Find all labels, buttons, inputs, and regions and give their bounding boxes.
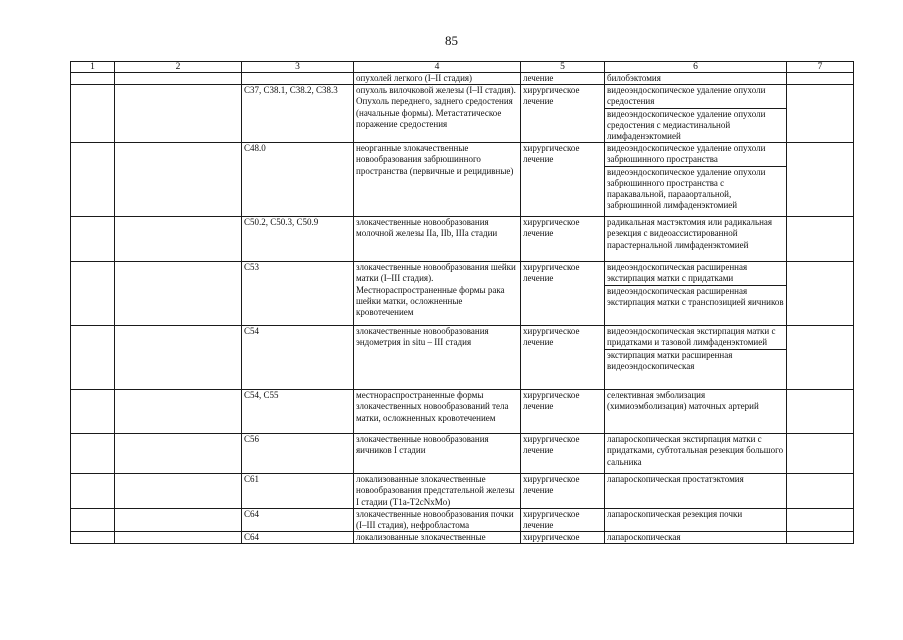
method-item: видеоэндоскопическая экстирпация матки с придатками и тазовой лимфаденэктомией: [607, 326, 776, 348]
column-header: 3: [242, 62, 354, 73]
column-header: 6: [605, 62, 787, 73]
table-row: [71, 508, 854, 531]
method-cell: [605, 390, 787, 434]
method-item: видеоэндоскопическое удаление опухоли средостения с медиастинальной лимфаденэктомией: [605, 108, 786, 143]
table-row: [71, 85, 854, 143]
empty-cell: [787, 326, 854, 390]
icd-codes-cell: C48.0: [242, 143, 354, 217]
treatment-type-cell: хирургическое лечение: [521, 143, 605, 217]
empty-cell: [71, 143, 115, 217]
column-header: 2: [115, 62, 242, 73]
treatment-type-cell: хирургическое: [521, 532, 605, 544]
empty-cell: [787, 508, 854, 531]
table-row: [71, 390, 854, 434]
table-row: [71, 532, 854, 544]
table-row: [71, 474, 854, 509]
icd-codes-cell: C56: [242, 434, 354, 474]
disease-cell: местнораспространенные формы злокачественных новообразований тела матки, осложненных кровотечением: [354, 390, 521, 434]
method-cell: [605, 217, 787, 262]
empty-cell: [787, 532, 854, 544]
method-cell: [605, 434, 787, 474]
method-item: видеоэндоскопическое удаление опухоли забрюшинного пространства с паракавальной, парааортальной, забрюшинной лимфаденэктомией: [605, 166, 786, 212]
empty-cell: [71, 508, 115, 531]
method-item: экстирпация матки расширенная видеоэндоскопическая: [605, 349, 786, 372]
empty-cell: [115, 390, 242, 434]
disease-cell: злокачественные новообразования яичников I стадии: [354, 434, 521, 474]
disease-cell: злокачественные новообразования почки (I–III стадия), нефробластома: [354, 508, 521, 531]
method-cell: [605, 508, 787, 531]
method-item: лапароскопическая экстирпация матки с придатками, субтотальная резекция большого сальника: [607, 434, 784, 467]
empty-cell: [787, 390, 854, 434]
table-row: [71, 217, 854, 262]
empty-cell: [115, 262, 242, 326]
method-cell: [605, 326, 787, 390]
disease-cell: опухолей легкого (I–II стадия): [354, 73, 521, 85]
table-row: [71, 73, 854, 85]
empty-cell: [787, 143, 854, 217]
empty-cell: [71, 73, 115, 85]
icd-codes-cell: C64: [242, 508, 354, 531]
treatment-type-cell: хирургическое лечение: [521, 508, 605, 531]
disease-cell: локализованные злокачественные новообразования предстательной железы I стадии (T1a-T2cNxMo): [354, 474, 521, 509]
treatment-type-cell: хирургическое лечение: [521, 434, 605, 474]
icd-codes-cell: C53: [242, 262, 354, 326]
method-item: видеоэндоскопическая расширенная экстирпация матки с транспозицией яичников: [605, 285, 786, 308]
method-cell: [605, 532, 787, 544]
empty-cell: [71, 390, 115, 434]
icd-codes-cell: C50.2, C50.3, C50.9: [242, 217, 354, 262]
page-number: 85: [445, 33, 458, 48]
column-header: 5: [521, 62, 605, 73]
treatment-type-cell: хирургическое лечение: [521, 262, 605, 326]
empty-cell: [115, 532, 242, 544]
empty-cell: [787, 474, 854, 509]
disease-cell: злокачественные новообразования молочной железы IIa, IIb, IIIa стадии: [354, 217, 521, 262]
method-item: билобэктомия: [607, 73, 661, 83]
method-item: лапароскопическая простатэктомия: [607, 474, 744, 485]
disease-cell: локализованные злокачественные: [354, 532, 521, 544]
method-item: лапароскопическая резекция почки: [607, 508, 743, 519]
disease-cell: злокачественные новообразования шейки матки (I–III стадия). Местнораспространенные формы рака шейки матки, осложненные кровотечением: [354, 262, 521, 326]
empty-cell: [71, 85, 115, 143]
empty-cell: [115, 217, 242, 262]
method-item: видеоэндоскопическое удаление опухоли забрюшинного пространства: [607, 143, 766, 165]
method-cell: [605, 73, 787, 85]
empty-cell: [787, 85, 854, 143]
column-header: 1: [71, 62, 115, 73]
method-item: видеоэндоскопическое удаление опухоли средостения: [607, 85, 766, 107]
empty-cell: [71, 474, 115, 509]
icd-codes-cell: C64: [242, 532, 354, 544]
icd-codes-cell: C61: [242, 474, 354, 509]
method-item: селективная эмболизация (химиоэмболизация) маточных артерий: [607, 390, 759, 412]
column-header: 7: [787, 62, 854, 73]
method-cell: [605, 474, 787, 509]
table-row: [71, 434, 854, 474]
icd-codes-cell: C54, C55: [242, 390, 354, 434]
treatment-type-cell: лечение: [521, 73, 605, 85]
empty-cell: [115, 434, 242, 474]
disease-cell: неорганные злокачественные новообразования забрюшинного пространства (первичные и рецидивные): [354, 143, 521, 217]
empty-cell: [787, 73, 854, 85]
empty-cell: [115, 474, 242, 509]
method-cell: [605, 143, 787, 217]
icd-codes-cell: [242, 73, 354, 85]
treatment-type-cell: хирургическое лечение: [521, 85, 605, 143]
treatment-type-cell: хирургическое лечение: [521, 474, 605, 509]
empty-cell: [71, 262, 115, 326]
empty-cell: [71, 532, 115, 544]
disease-cell: злокачественные новообразования эндометрия in situ – III стадия: [354, 326, 521, 390]
method-item: лапароскопическая: [607, 532, 681, 543]
method-item: радикальная мастэктомия или радикальная резекция с видеоассистированной парастернальной лимфаденэктомией: [607, 217, 773, 250]
column-header: 4: [354, 62, 521, 73]
empty-cell: [787, 434, 854, 474]
procedures-table: [70, 61, 854, 544]
icd-codes-cell: C54: [242, 326, 354, 390]
method-cell: [605, 85, 787, 143]
method-item: видеоэндоскопическая расширенная экстирпация матки с придатками: [607, 262, 748, 284]
empty-cell: [71, 217, 115, 262]
treatment-type-cell: хирургическое лечение: [521, 217, 605, 262]
empty-cell: [787, 262, 854, 326]
table-row: [71, 143, 854, 217]
method-cell: [605, 262, 787, 326]
empty-cell: [71, 434, 115, 474]
table-row: [71, 326, 854, 390]
treatment-type-cell: хирургическое лечение: [521, 390, 605, 434]
empty-cell: [115, 508, 242, 531]
empty-cell: [115, 85, 242, 143]
empty-cell: [71, 326, 115, 390]
treatment-type-cell: хирургическое лечение: [521, 326, 605, 390]
column-number-row: [71, 62, 854, 73]
icd-codes-cell: C37, C38.1, C38.2, C38.3: [242, 85, 354, 143]
table-row: [71, 262, 854, 326]
empty-cell: [115, 143, 242, 217]
empty-cell: [787, 217, 854, 262]
empty-cell: [115, 326, 242, 390]
empty-cell: [115, 73, 242, 85]
disease-cell: опухоль вилочковой железы (I–II стадия). Опухоль переднего, заднего средостения (начальные формы). Метастатическое поражение средостения: [354, 85, 521, 143]
